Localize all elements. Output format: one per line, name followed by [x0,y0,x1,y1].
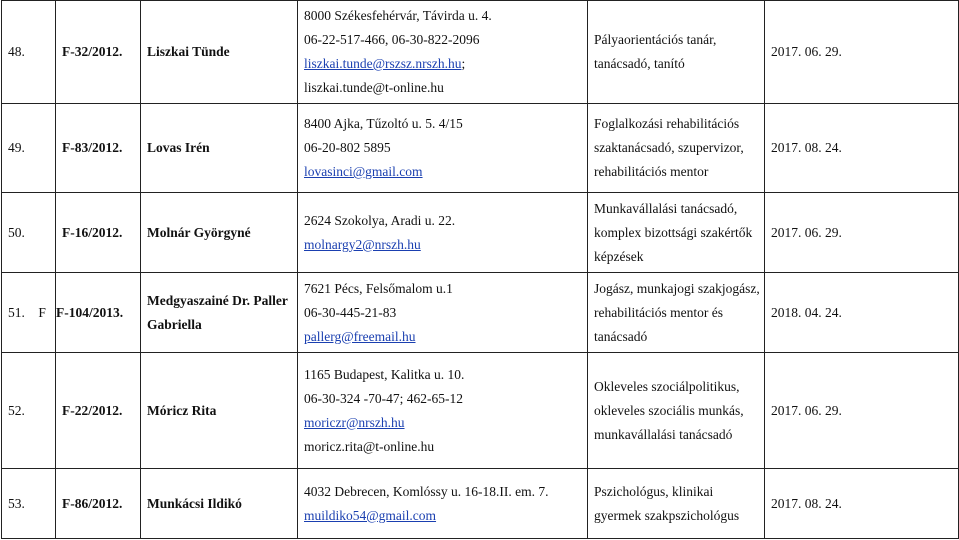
row-number: 49. [2,104,56,193]
table-row [2,193,959,273]
person-name-line: Medgyaszainé Dr. Paller [147,292,288,308]
qualification-cell [588,1,765,104]
qualification-line: Okleveles szociálpolitikus, [594,378,740,394]
email-link[interactable]: liszkai.tunde@rszsz.nrszh.hu [304,56,462,71]
date: 2017. 06. 29. [765,1,959,104]
address: 7621 Pécs, Felsőmalom u.1 [304,280,453,296]
registration-id: F-22/2012. [56,353,141,469]
contact-cell [298,353,588,469]
registration-id: F-83/2012. [56,104,141,193]
registration-id: F-86/2012. [56,469,141,539]
qualification-line: rehabilitációs mentor [594,164,709,179]
email-line [304,325,581,349]
qualification-line: Jogász, munkajogi szakjogász, [594,280,760,296]
email-text: moricz.rita@t-online.hu [304,438,435,454]
qualification-line: Pszichológus, klinikai [594,483,714,499]
address: 1165 Budapest, Kalitka u. 10. [304,366,465,382]
qualification-line: rehabilitációs mentor és [594,304,723,320]
contact-cell [298,469,588,539]
phone: 06-20-802 5895 [304,140,391,155]
date: 2017. 06. 29. [765,193,959,273]
email-line [304,52,581,76]
qualification-line: Foglalkozási rehabilitációs [594,116,740,131]
table-row [2,1,959,104]
email-text: liszkai.tunde@t-online.hu [304,80,444,95]
row-number: 50. [2,193,56,273]
date: 2018. 04. 24. [765,273,959,353]
qualification-line: tanácsadó [594,328,648,344]
qualification-cell [588,104,765,193]
qualification-cell [588,353,765,469]
qualification-line: komplex bizottsági szakértők [594,224,753,240]
row-number: 52. [2,353,56,469]
email-line [304,233,581,257]
email-link[interactable]: lovasinci@gmail.com [304,164,423,179]
qualification-line: tanácsadó, tanító [594,56,685,71]
phone: 06-22-517-466, 06-30-822-2096 [304,32,480,47]
email-line [304,160,581,184]
contact-cell [298,193,588,273]
address: 2624 Szokolya, Aradi u. 22. [304,212,456,228]
phone: 06-30-324 -70-47; 462-65-12 [304,390,463,406]
person-name-line: Gabriella [147,316,202,332]
email-line [304,411,581,435]
person-name [141,273,298,353]
registration-id: F-104/2013. [56,273,141,353]
registration-id: F-32/2012. [56,1,141,104]
person-name: Liszkai Tünde [141,1,298,104]
registry-table [1,0,959,539]
qualification-cell [588,193,765,273]
qualification-cell [588,469,765,539]
qualification-line: Pályaorientációs tanár, [594,32,717,47]
email-link[interactable]: molnargy2@nrszh.hu [304,236,421,252]
row-number: 51. [8,304,25,320]
email-line [304,504,581,528]
row-number: 53. [2,469,56,539]
qualification-line: képzések [594,248,644,264]
table-row [2,273,959,353]
table-row [2,104,959,193]
date: 2017. 08. 24. [765,469,959,539]
address: 8400 Ajka, Tűzoltó u. 5. 4/15 [304,116,463,131]
person-name: Móricz Rita [141,353,298,469]
address: 8000 Székesfehérvár, Távirda u. 4. [304,8,492,23]
address: 4032 Debrecen, Komlóssy u. 16-18.II. em. 7. [304,483,549,499]
qualification-line: gyermek szakpszichológus [594,507,740,523]
person-name: Molnár Györgyné [141,193,298,273]
row-number: 48. [2,1,56,104]
qualification-line: munkavállalási tanácsadó [594,426,733,442]
qualification-line: szaktanácsadó, szupervizor, [594,140,744,155]
contact-cell [298,104,588,193]
qualification-line: Munkavállalási tanácsadó, [594,200,738,216]
table-row [2,353,959,469]
contact-cell [298,273,588,353]
person-name: Lovas Irén [141,104,298,193]
date: 2017. 06. 29. [765,353,959,469]
person-name: Munkácsi Ildikó [141,469,298,539]
phone: 06-30-445-21-83 [304,304,397,320]
date: 2017. 08. 24. [765,104,959,193]
contact-cell [298,1,588,104]
email-link[interactable]: moriczr@nrszh.hu [304,414,405,430]
registration-id-prefix: F [38,304,46,320]
email-link[interactable]: muildiko54@gmail.com [304,507,437,523]
qualification-cell [588,273,765,353]
row-number-cell [2,273,56,353]
table-row [2,469,959,539]
email-link[interactable]: pallerg@freemail.hu [304,328,416,344]
qualification-line: okleveles szociális munkás, [594,402,744,418]
registration-id: F-16/2012. [56,193,141,273]
email-separator: ; [461,56,466,71]
